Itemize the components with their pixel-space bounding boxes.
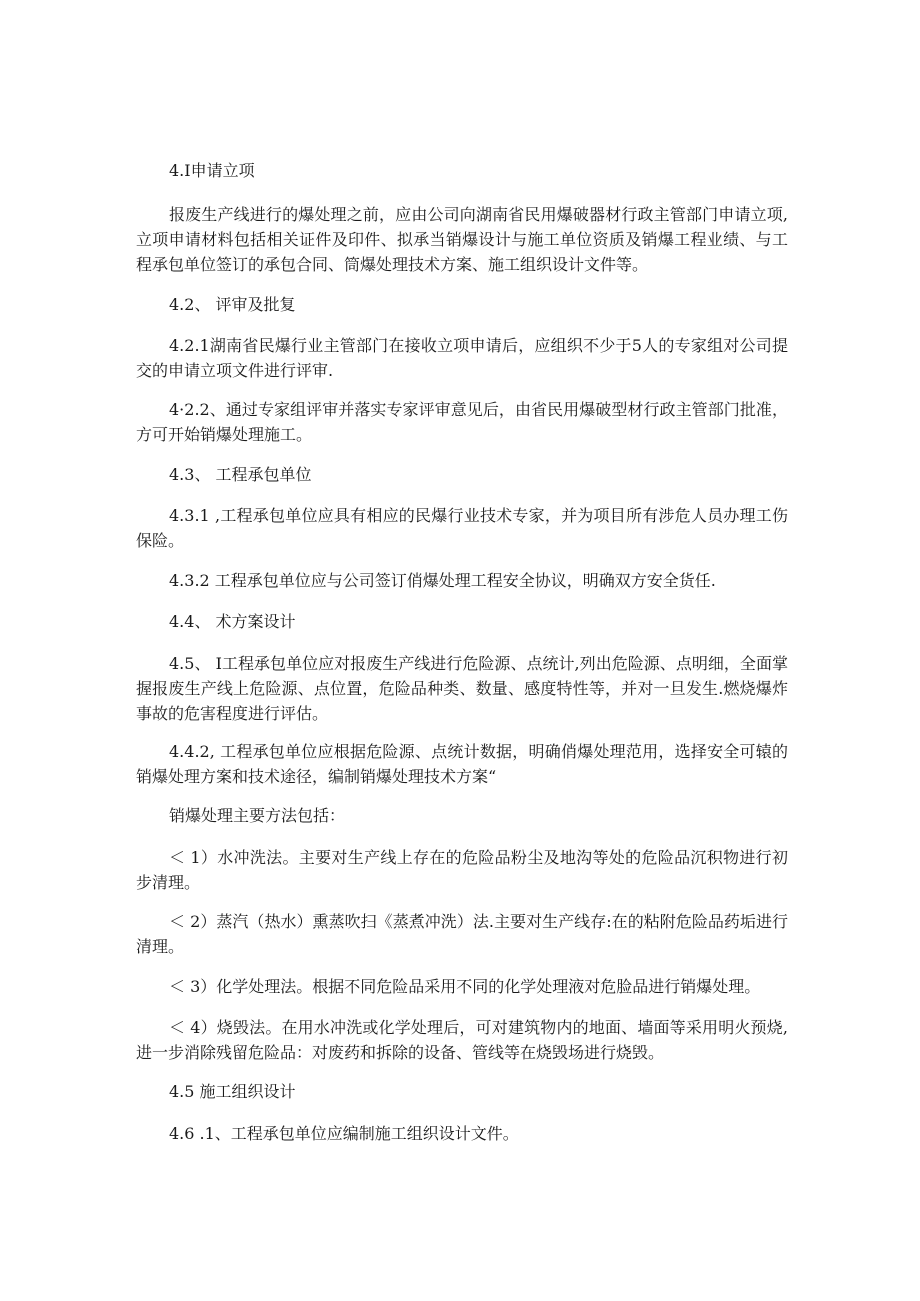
paragraph-4-2-1: 4.2.1湖南省民爆行业主管部门在接收立项申请后，应组织不少于5人的专家组对公司提交的申请立项文件进行评审. — [136, 336, 788, 380]
paragraph-method-1: ＜ 1）水冲洗法。主要对生产线上存在的危险品粉尘及地沟等处的危险品沉积物进行初步清理。 — [136, 848, 788, 892]
section-4-4-heading: 4.4、 术方案设计 — [169, 612, 296, 631]
paragraph-4-2-2: 4·2.2、通过专家组评审并落实专家评审意见后，由省民用爆破型材行政主管部门批准，方可开始销爆处理施工。 — [136, 400, 788, 444]
paragraph-project-application: 报废生产线进行的爆处理之前，应由公司向湖南省民用爆破器材行政主管部门申请立项,立项申请材料包括相关证件及印件、拟承当销爆设计与施工单位资质及销爆工程业绩、与工程承包单位签订的承包合同、筒爆处理技术方案、施工组织设计文件等。 — [136, 205, 788, 274]
paragraph-4-3-2: 4.3.2 工程承包单位应与公司签订俏爆处理工程安全协议，明确双方安全货任. — [169, 571, 716, 590]
paragraph-4-6-1: 4.6 .1、工程承包单位应编制施工组织设计文件。 — [169, 1124, 519, 1143]
paragraph-method-2: ＜ 2）蒸汽（热水）熏蒸吹扫《蒸煮冲洗）法.主要对生产线存:在的粘附危险品药垢进行清理。 — [136, 912, 788, 956]
section-4-3-heading: 4.3、 工程承包单位 — [169, 465, 312, 484]
section-4-1-heading: 4.I申请立项 — [169, 161, 255, 180]
paragraph-methods-intro: 销爆处理主要方法包括： — [169, 806, 346, 825]
paragraph-4-5-hazard-survey: 4.5、 I工程承包单位应对报废生产线进行危险源、点统计,列出危险源、点明细，全面掌握报废生产线上危险源、点位置，危险品种类、数量、感度特性等，并对一旦发生.燃烧爆炸事故的危害程度进行评估。 — [136, 654, 788, 723]
paragraph-method-3: ＜ 3）化学处理法。根据不同危险品采用不同的化学处理液对危脸品进行销爆处理。 — [169, 977, 761, 996]
section-4-2-heading: 4.2、 评审及批复 — [169, 295, 296, 314]
paragraph-4-3-1: 4.3.1 ,工程承包单位应具有相应的民爆行业技术专家，并为项目所有涉危人员办理工伤保险。 — [136, 506, 788, 550]
section-4-5-heading: 4.5 施工组织设计 — [169, 1082, 296, 1101]
paragraph-method-4: ＜ 4）烧毁法。在用水冲洗或化学处理后，可对建筑物内的地面、墙面等采用明火预烧,进一步消除残留危险品：对废药和拆除的设备、管线等在烧毁场进行烧毁。 — [136, 1018, 788, 1062]
paragraph-4-4-2: 4.4.2, 工程承包单位应根据危险源、点统计数据，明确俏爆处理范用，选择安全可辕的销爆处理方案和技术途径，编制销爆处理技术方案“ — [136, 742, 788, 786]
